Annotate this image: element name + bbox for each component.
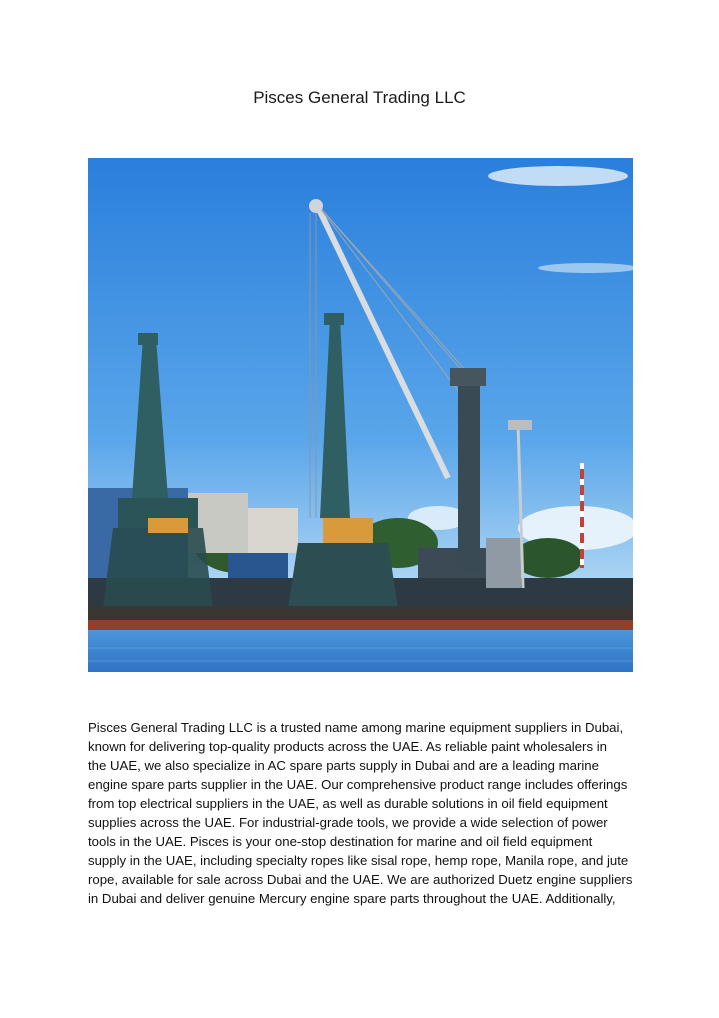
paragraph-line: in Dubai and deliver genuine Mercury engine spare parts throughout the UAE. Additionally,	[88, 891, 616, 906]
paragraph-line: engine spare parts supplier in the UAE. Our comprehensive product range includes offerings	[88, 777, 628, 792]
paragraph-line: supply in the UAE, including specialty ropes like sisal rope, hemp rope, Manila rope, and jute	[88, 853, 629, 868]
paragraph-line: rope, available for sale across Dubai and the UAE. We are authorized Duetz engine suppliers	[88, 872, 633, 887]
paragraph-line: known for delivering top-quality products across the UAE. As reliable paint wholesalers in	[88, 739, 607, 754]
paragraph-line: tools in the UAE. Pisces is your one-stop destination for marine and oil field equipment	[88, 834, 593, 849]
document-title: Pisces General Trading LLC	[253, 88, 466, 107]
paragraph-line: Pisces General Trading LLC is a trusted name among marine equipment suppliers in Dubai,	[88, 720, 624, 735]
paragraph-line: from top electrical suppliers in the UAE, as well as durable solutions in oil field equipment	[88, 796, 608, 811]
body-paragraph	[88, 718, 633, 908]
port-cranes-photo	[88, 158, 633, 672]
paragraph-line: the UAE, we also specialize in AC spare parts supply in Dubai and are a leading marine	[88, 758, 599, 773]
paragraph-line: supplies across the UAE. For industrial-grade tools, we provide a wide selection of power	[88, 815, 608, 830]
